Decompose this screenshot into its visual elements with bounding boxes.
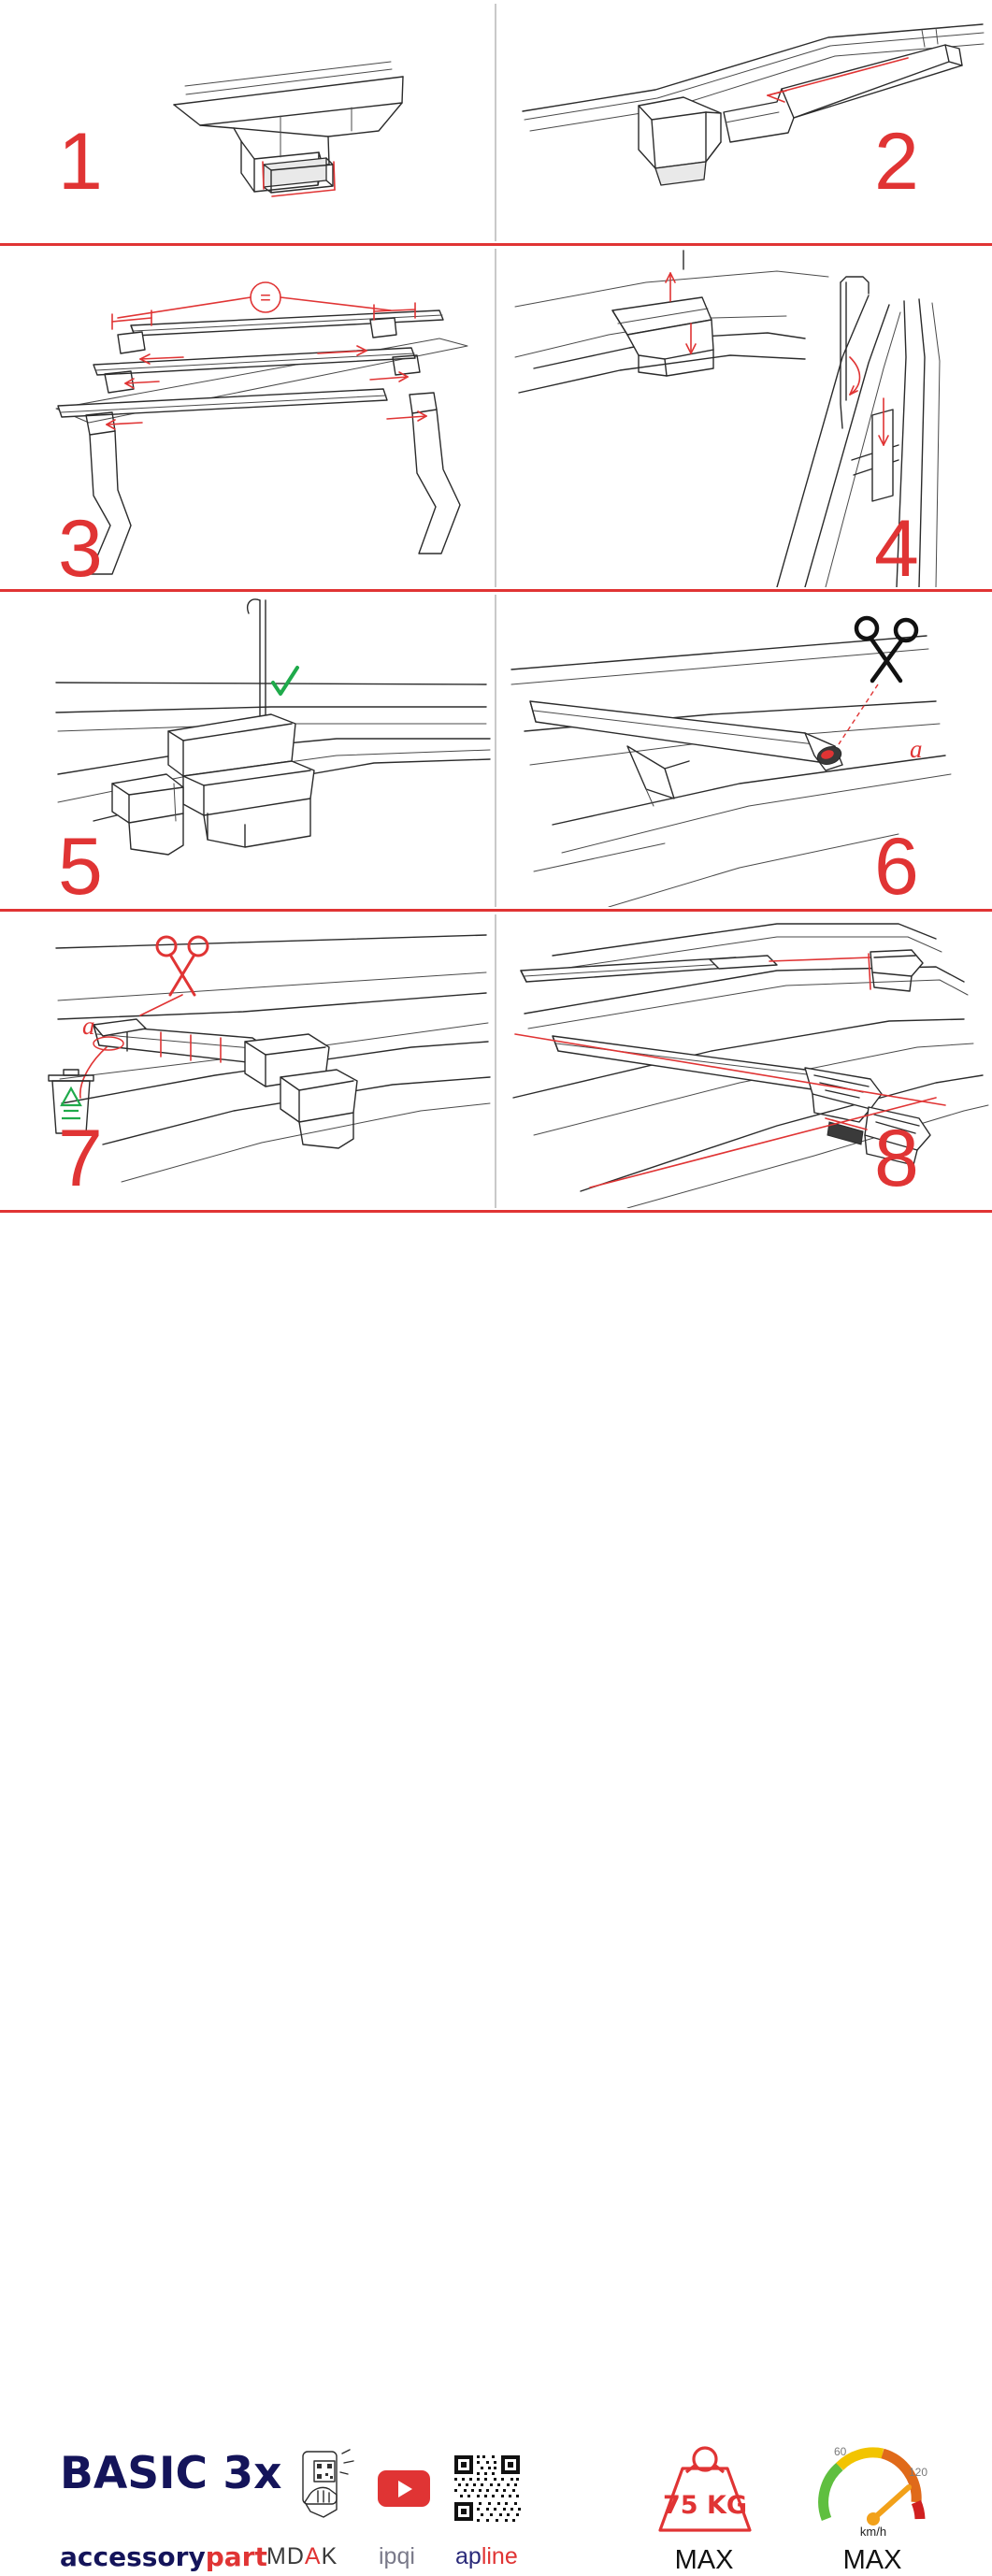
- partner-ipqi-label: ipqi: [379, 2543, 415, 2569]
- product-name-text: BASIC 3x: [60, 2448, 282, 2499]
- step-4-illustration: [496, 245, 992, 587]
- max-load-icon: [641, 2437, 769, 2541]
- youtube-icon[interactable]: [378, 2470, 430, 2507]
- max-load-value-text: 75 KG: [662, 2491, 748, 2520]
- scissors-icon: [856, 618, 916, 681]
- step-5-panel: [0, 591, 495, 907]
- max-speed-icon: [810, 2433, 937, 2543]
- svg-text:=: =: [260, 288, 271, 309]
- apline-text-b: line: [481, 2543, 518, 2569]
- step-6-panel: [496, 591, 992, 907]
- step-2-number: 2: [874, 117, 917, 207]
- step-2-illustration: [496, 0, 992, 241]
- product-name: [60, 2448, 281, 2499]
- step-8-illustration: [496, 911, 992, 1208]
- step-1-number: 1: [58, 117, 101, 207]
- footer-bar: [0, 1212, 992, 2575]
- step-6-number: 6: [874, 822, 917, 907]
- gauge-tick-120: 120: [909, 2466, 928, 2479]
- step-4-panel: [496, 245, 992, 587]
- step-4-number: 4: [874, 504, 917, 587]
- step-7-panel: [0, 911, 495, 1208]
- step-3-panel: [0, 245, 495, 587]
- step-5-number: 5: [58, 822, 101, 907]
- scan-phone-icon: [295, 2448, 368, 2525]
- brand-accent-text: part: [205, 2541, 267, 2572]
- step-8-panel: [496, 911, 992, 1208]
- gauge-tick-60: 60: [834, 2445, 847, 2458]
- scissors-icon-red: [157, 937, 208, 995]
- step-2-panel: [496, 0, 992, 241]
- step-8-number: 8: [874, 1114, 917, 1203]
- brand-logo: [60, 2541, 267, 2572]
- speed-unit-text: km/h: [859, 2525, 887, 2539]
- partner-mdak-label: MDAK: [266, 2543, 338, 2569]
- step-1-panel: [0, 0, 495, 241]
- brand-primary-text: accessory: [60, 2541, 206, 2572]
- step-7-number: 7: [58, 1114, 101, 1203]
- qr-code-icon[interactable]: [453, 2454, 522, 2523]
- waste-label-a: a: [82, 1012, 95, 1040]
- apline-text-a: ap: [455, 2543, 482, 2569]
- max-speed-caption: MAX: [842, 2545, 902, 2575]
- step-3-number: 3: [58, 504, 101, 587]
- partner-apline-label: [455, 2543, 518, 2570]
- check-icon: [273, 668, 297, 694]
- step-6-illustration: [496, 591, 992, 907]
- cut-label-a: a: [910, 735, 923, 763]
- max-load-caption: MAX: [674, 2545, 734, 2575]
